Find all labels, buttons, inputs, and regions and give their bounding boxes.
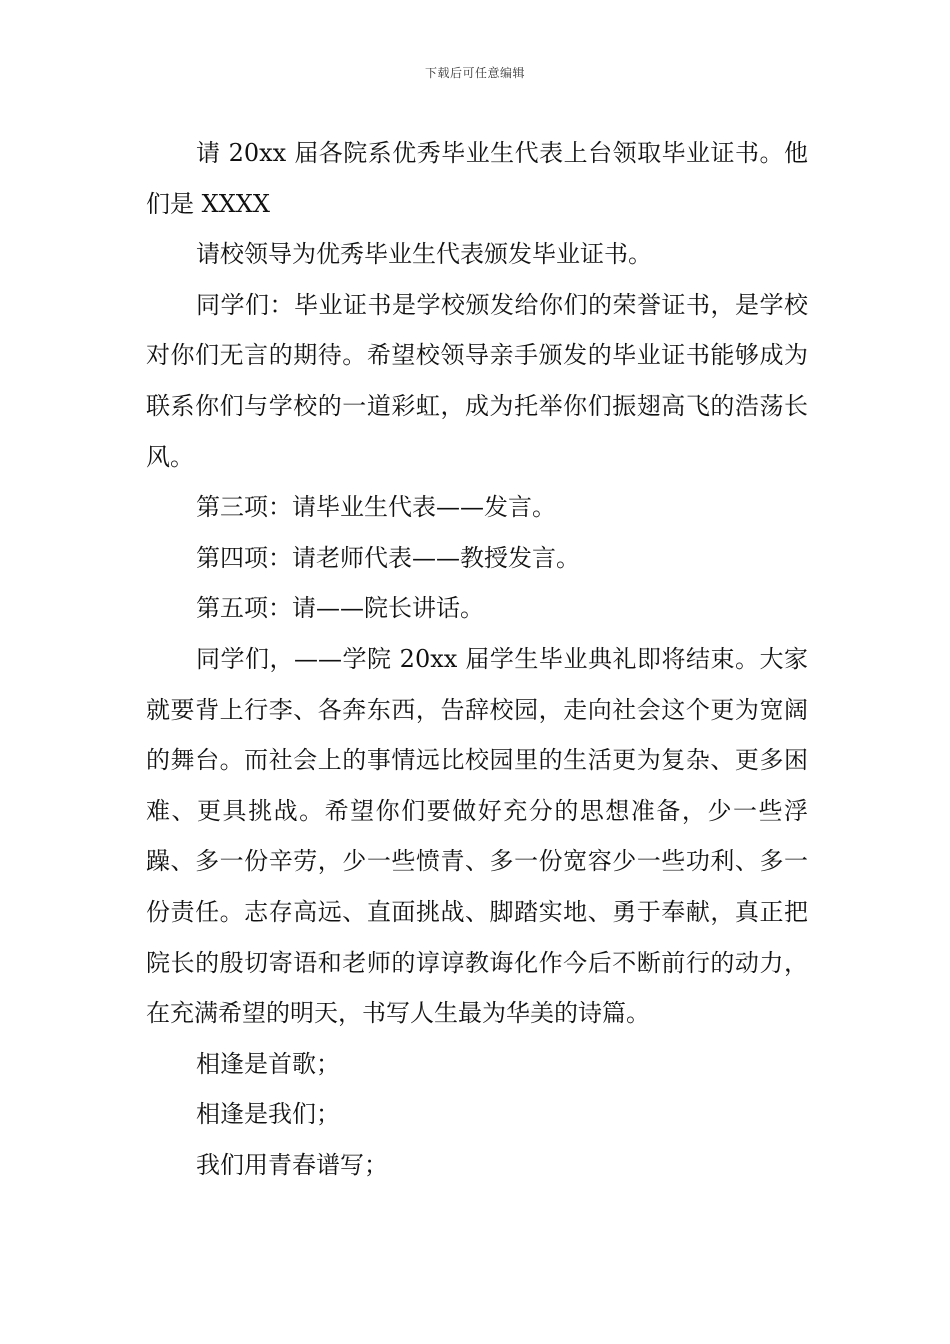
paragraph-closing-speech: 同学们，——学院 20xx 届学生毕业典礼即将结束。大家就要背上行李、各奔东西，告辞校园，走向社会这个更为宽阔的舞台。而社会上的事情远比校园里的生活更为复杂、更多困难、更具挑战。希望你们要做好充分的思想准备，少一些浮躁、多一份辛劳，少一些愤青、多一份宽容少一些功利、多一份责任。志存高远、直面挑战、脚踏实地、勇于奉献，真正把院长的殷切寄语和老师的谆谆教诲化作今后不断前行的动力，在充满希望的明天，书写人生最为华美的诗篇。 [146,644,808,1028]
paragraph-poem-line-2: 相逢是我们； [196,1100,340,1129]
paragraph-poem-line-3: 我们用青春谱写； [196,1150,388,1179]
paragraph-item-three: 第三项：请毕业生代表——发言。 [196,493,556,522]
paragraph-certificate-meaning: 同学们：毕业证书是学校颁发给你们的荣誉证书，是学校对你们无言的期待。希望校领导亲手颁发的毕业证书能够成为联系你们与学校的一道彩虹，成为托举你们振翅高飞的浩荡长风。 [146,290,808,471]
paragraph-award-call: 请 20xx 届各院系优秀毕业生代表上台领取毕业证书。他们是 XXXX [146,139,808,218]
paragraph-leaders-award: 请校领导为优秀毕业生代表颁发毕业证书。 [196,240,652,269]
header-note: 下载后可任意编辑 [424,66,525,80]
document-body [146,128,808,1190]
paragraph-item-four: 第四项：请老师代表——教授发言。 [196,543,580,572]
paragraph-poem-line-1: 相逢是首歌； [196,1049,340,1078]
paragraph-item-five: 第五项：请——院长讲话。 [196,594,484,623]
